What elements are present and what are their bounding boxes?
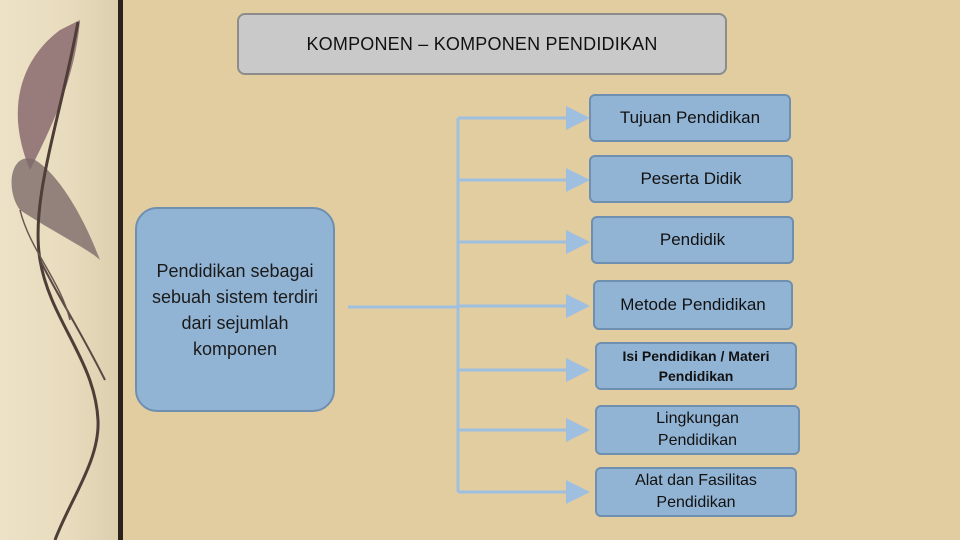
component-node: Peserta Didik xyxy=(589,155,793,203)
diagram-title: KOMPONEN – KOMPONEN PENDIDIKAN xyxy=(237,13,727,75)
component-node: Isi Pendidikan / Materi Pendidikan xyxy=(595,342,797,390)
component-node: Metode Pendidikan xyxy=(593,280,793,330)
component-node: Alat dan Fasilitas Pendidikan xyxy=(595,467,797,517)
component-node: Tujuan Pendidikan xyxy=(589,94,791,142)
component-node: Lingkungan Pendidikan xyxy=(595,405,800,455)
source-node: Pendidikan sebagai sebuah sistem terdiri dari sejumlah komponen xyxy=(135,207,335,412)
component-node: Pendidik xyxy=(591,216,794,264)
